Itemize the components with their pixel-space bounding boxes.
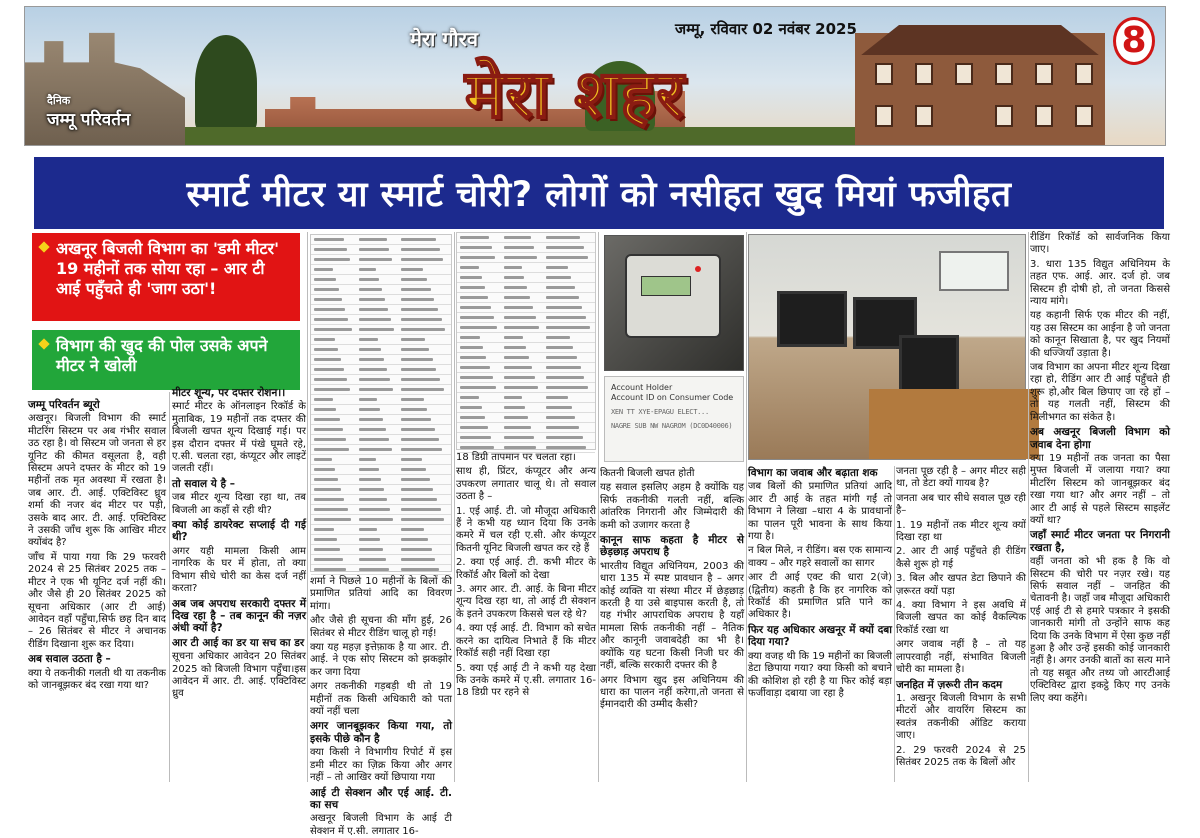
subheading: फिर यह अधिकार अखनूर में क्यों दबा दिया गया? xyxy=(748,623,892,649)
article-column-2 xyxy=(172,386,306,782)
subheading: जहाँ स्मार्ट मीटर जनता पर निगरानी रखता है, xyxy=(1030,529,1170,554)
electricity-meter-photo xyxy=(604,235,744,371)
account-line-2: NAGRE SUB NW NAGROM (DC0D40006) xyxy=(611,422,733,430)
account-id-label: Account ID on Consumer Code xyxy=(611,393,734,402)
paragraph: 2. क्या एई आई. टी. कभी मीटर के रिकॉर्ड और बिलों को देखा xyxy=(456,557,596,581)
subheading: जम्मू परिवर्तन ब्यूरो xyxy=(28,399,100,411)
paragraph: क्या किसी ने विभागीय रिपोर्ट में इस डमी मीटर का ज़िक्र किया और अगर नहीं – तो आखिर क्यों छिपाया गया xyxy=(310,747,452,784)
paragraph: जनता अब चार सीधे सवाल पूछ रही है– xyxy=(896,492,1026,517)
paragraph: 3. धारा 135 विद्युत अधिनियम के तहत एफ. आई. आर. दर्ज हो. जब सिस्टम ही दोषी हो, तो जनता किससे न्याय मांगे। xyxy=(1030,258,1170,308)
paragraph: 3. बिल और खपत डेटा छिपाने की ज़रूरत क्यों पड़ा xyxy=(896,573,1026,597)
paragraph: 2. आर टी आई पहुँचते ही रीडिंग कैसे शुरू हो गई xyxy=(896,546,1026,570)
paragraph: अगर तकनीकी गड़बड़ी थी तो 19 महीनों तक किसी अधिकारी को पता क्यों नहीं चला xyxy=(310,681,452,718)
account-line-1: XEN TT XYE-EPAGU ELECT... xyxy=(611,408,709,416)
article-column-4 xyxy=(456,452,596,782)
brand-prefix: दैनिक xyxy=(47,94,71,107)
article-column-8 xyxy=(1030,232,1170,782)
paragraph: जब बिलों की प्रमाणित प्रतियां आदि आर टी आई के तहत मांगी गईं तो विभाग ने लिखा –धारा 4 के प्रावधानों का पालन पूरी भावना के साथ किया गया है। xyxy=(748,481,892,543)
brand-name: जम्मू परिवर्तन xyxy=(47,110,131,130)
subheading: जनहित में ज़रूरी तीन कदम xyxy=(896,678,1003,691)
paragraph: यह कहानी सिर्फ एक मीटर की नहीं, यह उस सिस्टम का आईना है जो जनता को कानून सिखाता है, पर खुद नियमों की धज्जियाँ उड़ाता है। xyxy=(1030,310,1170,359)
paragraph: 4. क्या विभाग ने इस अवधि में बिजली खपत का कोई वैकल्पिक रिकॉर्ड रखा था xyxy=(896,600,1026,636)
meter-reading-document-image-2 xyxy=(456,232,596,450)
paragraph: शर्मा ने पिछले 10 महीनों के बिलों की प्रमाणित प्रतियां आदि का विवरण मांगा। xyxy=(310,576,452,612)
meter-reading-document-image xyxy=(310,234,452,572)
subheading: विभाग का जवाब और बढ़ाता शक xyxy=(748,467,878,479)
callout-green-text: विभाग की खुद की पोल उसके अपने मीटर ने खोली xyxy=(56,336,268,375)
subheading: अब सवाल उठता है – xyxy=(28,653,111,666)
paragraph: सूचना अधिकार आवेदन 20 सितंबर 2025 को बिजली विभाग पहुँचा।इस आवेदन में आर. टी. आई. एक्टिविस्ट ध्रुव xyxy=(172,651,306,700)
paragraph: न बिल मिले, न रीडिंग। बस एक सामान्य वाक्य – और गहरे सवालों का सागर xyxy=(748,545,892,569)
paragraph: अखनूर। बिजली विभाग की स्मार्ट मीटरिंग सिस्टम पर अब गंभीर सवाल उठ रहा है। वो सिस्टम जो जनता से हर यूनिट की कीमत वसूलता है, वही सिस्टम अपने दफ्तर के मीटर को 19 महीनों तक मृत अवस्था में रखता है। जब आर. टी. आई. एक्टिविस्ट ध्रुव शर्मा की नजर बंद मीटर पर पड़ी, उसके बाद आर. टी. आई. एक्टिविस्ट ने उसकी जाँच शुरू कि आखिर मीटर क्योंबंद है? xyxy=(28,413,166,549)
account-details-image xyxy=(604,376,744,462)
subheading: तो सवाल ये है – xyxy=(172,477,236,490)
palace-illustration xyxy=(855,33,1105,145)
article-column-3 xyxy=(310,576,452,837)
article-column-1 xyxy=(28,398,166,782)
main-headline-banner xyxy=(34,157,1164,229)
callout-red-text: अखनूर बिजली विभाग का 'डमी मीटर' 19 महीनों तक सोया रहा – आर टी आई पहुँचते ही 'जाग उठा'! xyxy=(56,239,279,298)
paragraph: आर टी आई एक्ट की धारा 2(जे)(द्वितीय) कहती है कि हर नागरिक को रिकॉर्ड की प्रमाणित प्रति पाने का अधिकार है। xyxy=(748,572,892,621)
office-computers-photo xyxy=(748,234,1026,460)
paragraph: अगर विभाग खुद इस अधिनियम की धारा का पालन नहीं करेगा,तो जनता से ईमानदारी की उम्मीद कैसी? xyxy=(600,674,744,711)
paragraph: जब विभाग का अपना मीटर शून्य दिखा रहा हो, रीडिंग आर टी आई पहुँचते ही शुरू हो,और बिल छिपाए जा रहे हों – तो यह गलती नहीं, सिस्टम की मिलीभगत का संकेत है। xyxy=(1030,362,1170,423)
paragraph: अगर जवाब नहीं है – तो यह लापरवाही नहीं, संभावित बिजली चोरी का मामला है। xyxy=(896,639,1026,676)
paragraph: कितनी बिजली खपत होती xyxy=(600,468,695,479)
paragraph: भारतीय विद्युत अधिनियम, 2003 की धारा 135 में स्पष्ट प्रावधान है – अगर कोई व्यक्ति या संस्था मीटर में छेड़छाड़ करती है या उसे बाइपास करती है, तो यह गंभीर आपराधिक अपराध है यहाँ मामला सिर्फ तकनीकी नहीं – नैतिक और कानूनी जवाबदेही का भी है। क्योंकि यह घटना किसी निजी घर की नहीं, बल्कि सरकारी दफ्तर की है xyxy=(600,560,744,672)
paragraph: अखनूर बिजली विभाग के आई टी सेक्शन में ए.सी. लगातार 16- xyxy=(310,813,452,837)
subheading: क्या कोई डायरेक्ट सप्लाई दी गई थी? xyxy=(172,519,306,544)
subheading: आर टी आई का डर या सच का डर xyxy=(172,636,305,649)
paragraph: जब मीटर शून्य दिखा रहा था, तब बिजली आ कहाँ से रही थी? xyxy=(172,492,306,516)
subheading: अब अखनूर बिजली विभाग को जवाब देना होगा xyxy=(1030,426,1170,451)
paragraph: जाँच में पाया गया कि 29 फरवरी 2024 से 25 सितंबर 2025 तक – मीटर ने एक भी यूनिट दर्ज नहीं की। और जैसे ही 20 सितंबर 2025 को सूचना अधिकार (आर टी आई) आवेदन वहाँ पहुँचा,सिर्फ छह दिन बाद – 26 सितंबर से मीटर ने अचानक रीडिंग दिखाना शुरू कर दिया। xyxy=(28,551,166,650)
section-title: मेरा शहर xyxy=(465,56,685,133)
diamond-bullet-icon xyxy=(38,241,49,252)
paragraph: यह सवाल इसलिए अहम है क्योंकि यह सिर्फ तकनीकी गलती नहीं, बल्कि आंतरिक निगरानी और जिम्मेदारी की कमी को उजागर करता है xyxy=(600,482,744,531)
account-holder-label: Account Holder xyxy=(611,383,673,392)
newspaper-brand xyxy=(43,93,163,139)
paragraph: रीडिंग रिकॉर्ड को सार्वजनिक किया जाए। xyxy=(1030,232,1170,256)
callout-green xyxy=(32,330,300,390)
paragraph: 1. एई आई. टी. जो मौजूदा अधिकारी हैं ने कभी यह ध्यान दिया कि उनके कमरे में चल रही ए.सी. और कंप्यूटर कितनी यूनिट बिजली खपत कर रहे हैं xyxy=(456,505,596,554)
page-number-badge: 8 xyxy=(1113,17,1155,65)
paragraph: क्या ये तकनीकी गलती थी या तकनीक को जानबूझकर बंद रखा गया था? xyxy=(28,667,166,691)
paragraph: क्या 19 महीनों तक जनता का पैसा मुफ्त बिजली में जलाया गया? क्या मीटरिंग सिस्टम को जानबूझकर बंद रखा गया था? और अगर नहीं – तो आर टी आई से पहले सिस्टम साइलेंट क्यों था? xyxy=(1030,452,1170,526)
paragraph: 4. क्या एई आई. टी. विभाग को सचेत करने का दायित्व निभाते हैं कि मीटर रिकॉर्ड सही नहीं दिखा रहा xyxy=(456,623,596,660)
paragraph: क्या यह महज़ इत्तेफ़ाक है या आर. टी. आई. ने एक सोए सिस्टम को झकझोर कर जगा दिया xyxy=(310,642,452,678)
paragraph: 1. 19 महीनों तक मीटर शून्य क्यों दिखा रहा था xyxy=(896,519,1026,544)
paragraph: 3. अगर आर. टी. आई. के बिना मीटर शून्य दिख रहा था, तो आई टी सेक्शन के इतने उपकरण किससे चल रहे थे? xyxy=(456,584,596,620)
paragraph: 2. 29 फरवरी 2024 से 25 सितंबर 2025 तक के बिलों और xyxy=(896,744,1026,768)
callout-red xyxy=(32,233,300,321)
masthead-banner xyxy=(24,6,1166,146)
diamond-bullet-icon xyxy=(38,338,49,349)
article-column-7 xyxy=(896,466,1026,782)
paragraph: 5. क्या एई आई टी ने कभी यह देखा कि उनके कमरे में ए.सी. लगातार 16-18 डिग्री पर रहने से xyxy=(456,662,596,699)
subheading: अब जब अपराध सरकारी दफ्तर में दिख रहा है – तब कानून की नज़र अंधी क्यों है? xyxy=(172,597,306,635)
subheading: आई टी सेक्शन और एई आई. टी. का सच xyxy=(310,786,452,811)
article-column-5 xyxy=(600,468,744,782)
dateline: जम्मू, रविवार 02 नवंबर 2025 xyxy=(675,20,857,38)
subheading: कानून साफ कहता है मीटर से छेड़छाड़ अपराध है xyxy=(600,534,744,559)
paragraph: 1. अखनूर बिजली विभाग के सभी मीटरों और वायरिंग सिस्टम का स्वतंत्र तकनीकी ऑडिट कराया जाए। xyxy=(896,692,1026,742)
paragraph: साथ ही, प्रिंटर, कंप्यूटर और अन्य उपकरण लगातार चालू थे। तो सवाल उठता है – xyxy=(456,466,596,503)
paragraph: क्या वजह थी कि 19 महीनों का बिजली डेटा छिपाया गया? क्या किसी को बचाने की कोशिश हो रही है या फिर कोई बड़ा फर्जीवाड़ा दबाया जा रहा है xyxy=(748,650,892,699)
section-tagline: मेरा गौरव xyxy=(410,27,479,51)
tree-illustration xyxy=(195,35,257,131)
paragraph: और जैसे ही सूचना की माँग हुई, 26 सितंबर से मीटर रीडिंग चालू हो गई! xyxy=(310,615,452,639)
subheading: मीटर शून्य, पर दफ्तर रोशन।। xyxy=(172,387,286,399)
paragraph: जनता पूछ रही है – अगर मीटर सही था, तो डेटा क्यों गायब है? xyxy=(896,466,1026,490)
paragraph: वहीं जनता को भी हक है कि वो सिस्टम की चोरी पर नज़र रखे। यह सिर्फ सवाल नहीं – जनहित की चेतावनी है। जहाँ जब मौजूदा अधिकारी एई आई टी से हमारे पत्रकार ने इसकी जानकारी मांगी तो उन्होंने साफ कह दिया कि उनके विभाग में ऐसा कुछ नहीं हुआ है और उन्हें इसकी कोई जानकारी नहीं है। अगर उनकी बातों का सत्य माने तो यह सबूत और तथ्य जो आरटीआई एक्टिविस्ट द्वारा इकट्ठे किए गए उनके लिए क्या कहेंगे। xyxy=(1030,556,1170,704)
article-column-6 xyxy=(748,466,892,782)
main-headline: स्मार्ट मीटर या स्मार्ट चोरी? लोगों को नसीहत खुद मियां फजीहत xyxy=(186,174,1012,215)
subheading: अगर जानबूझकर किया गया, तो इसके पीछे कौन है xyxy=(310,720,452,745)
paragraph: स्मार्ट मीटर के ऑनलाइन रिकॉर्ड के मुताबिक, 19 महीनों तक दफ्तर की बिजली खपत शून्य दिखाई गई। पर इस दौरान दफ्तर में पंखे घूमते रहे, ए.सी. चलता रहा, कंप्यूटर और लाइटें जलती रहीं। xyxy=(172,401,306,475)
image-caption: 18 डिग्री तापमान पर चलता रहा। xyxy=(456,452,576,463)
paragraph: अगर यही मामला किसी आम नागरिक के घर में होता, तो क्या विभाग सीधे चोरी का केस दर्ज नहीं करता? xyxy=(172,545,306,595)
